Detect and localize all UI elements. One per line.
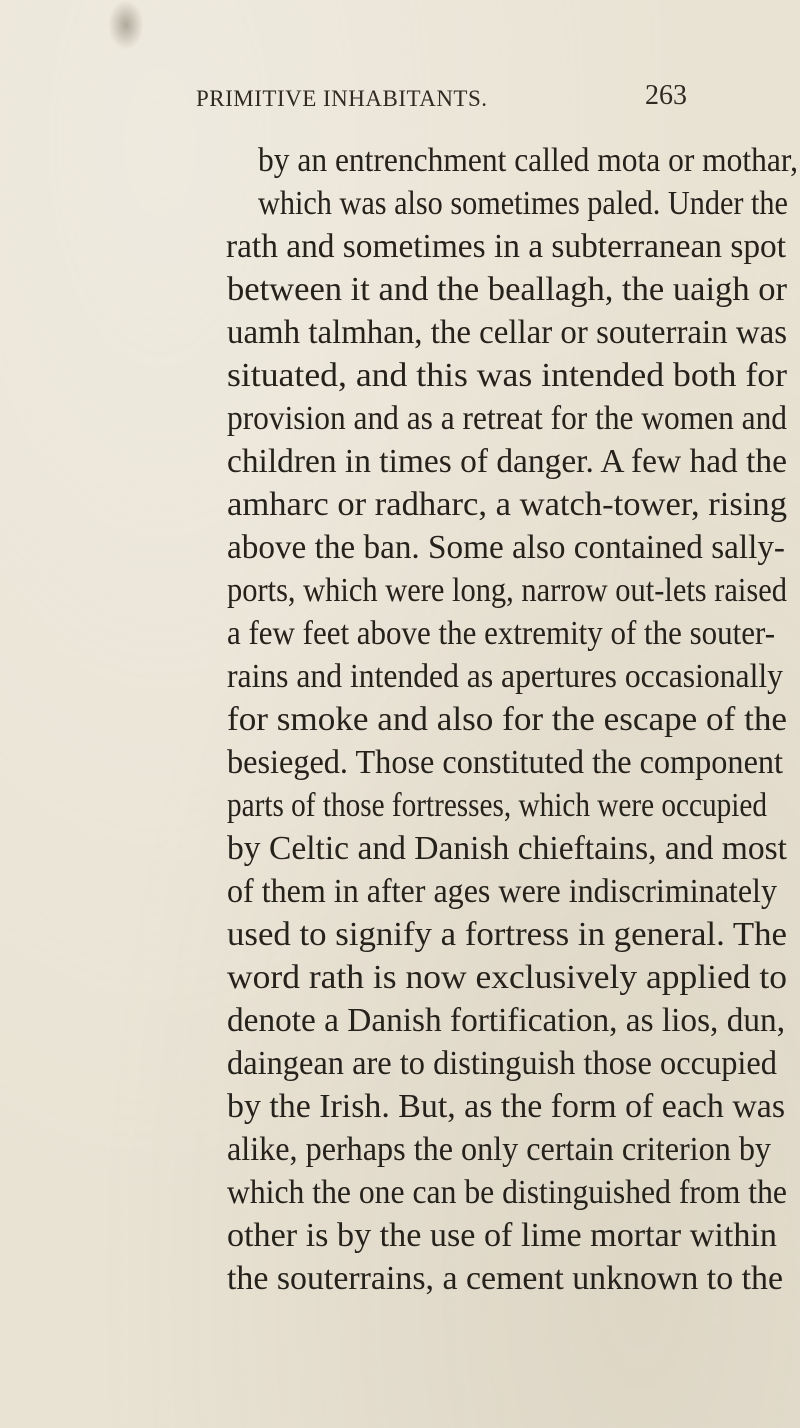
text-line: amharc or radharc, a watch-tower, rising	[227, 486, 787, 523]
text-line: a few feet above the extremity of the souter-	[227, 615, 776, 652]
text-line: word rath is now exclusively applied to	[227, 959, 788, 996]
text-line: alike, perhaps the only certain criterion by	[227, 1131, 772, 1168]
text-line: for smoke and also for the escape of the	[227, 701, 788, 738]
text-line: uamh talmhan, the cellar or souterrain was	[227, 314, 788, 351]
text-line: which the one can be distinguished from the	[227, 1174, 787, 1211]
text-line: which was also sometimes paled. Under the	[258, 185, 788, 222]
text-line: the souterrains, a cement unknown to the	[227, 1260, 784, 1297]
text-line: by Celtic and Danish chieftains, and most	[227, 830, 787, 867]
text-line: other is by the use of lime mortar within	[227, 1217, 777, 1254]
text-line: daingean are to distinguish those occupied	[227, 1045, 778, 1082]
text-line: by an entrenchment called mota or mothar,	[258, 142, 799, 179]
text-line: children in times of danger. A few had the	[227, 443, 787, 480]
text-line: denote a Danish fortification, as lios, dun,	[227, 1002, 786, 1039]
text-line: by the Irish. But, as the form of each was	[227, 1088, 786, 1125]
text-line: besieged. Those constituted the component	[227, 744, 784, 781]
text-line: used to signify a fortress in general. The	[227, 916, 787, 953]
text-line: between it and the beallagh, the uaigh or	[227, 271, 787, 308]
text-line: rains and intended as apertures occasionally	[227, 658, 783, 695]
ink-smudge	[108, 0, 144, 50]
text-line: parts of those fortresses, which were occupied	[227, 787, 767, 824]
text-line: above the ban. Some also contained sally-	[227, 529, 785, 566]
text-line: provision and as a retreat for the women and	[227, 400, 788, 437]
text-line: rath and sometimes in a subterranean spot	[226, 228, 786, 265]
page-number: 263	[645, 80, 687, 111]
text-line: ports, which were long, narrow out-lets raised	[227, 572, 788, 609]
text-line: of them in after ages were indiscriminately	[227, 873, 777, 910]
text-line: situated, and this was intended both for	[227, 357, 787, 394]
running-title: PRIMITIVE INHABITANTS.	[196, 86, 488, 111]
